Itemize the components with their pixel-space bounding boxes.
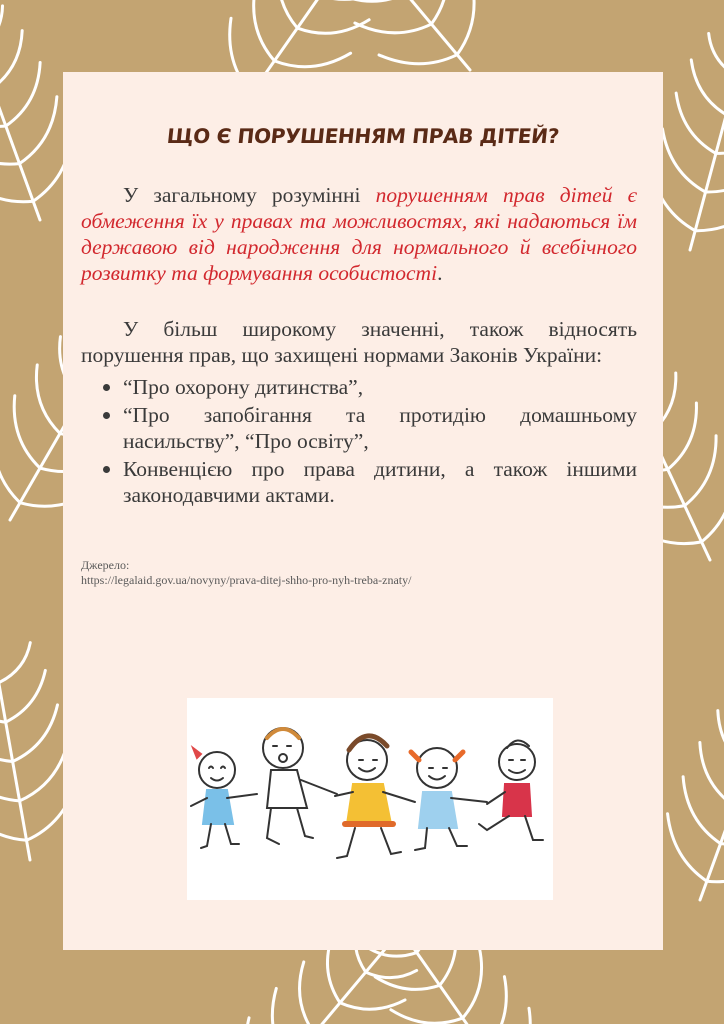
- source-link[interactable]: https://legalaid.gov.ua/novyny/prava-ditej-shho-pro-nyh-treba-znaty/: [81, 573, 412, 587]
- definition-end: .: [437, 261, 443, 285]
- source-label: Джерело:: [81, 558, 130, 572]
- list-item: “Про запобігання та протидію домашньому насильству”, “Про освіту”,: [81, 402, 637, 454]
- definition-paragraph: [81, 182, 637, 286]
- list-item: Конвенцією про права дитини, а також іншими законодавчими актами.: [81, 456, 637, 508]
- children-dancing-illustration: [187, 698, 553, 900]
- list-item: “Про охорону дитинства”,: [81, 374, 637, 400]
- page-title: ЩО Є ПОРУШЕННЯМ ПРАВ ДІТЕЙ?: [165, 124, 561, 148]
- definition-highlight: порушенням прав дітей є обмеження їх у правах та можливостях, які надаються їм державою від народження для нормального й всебічного розвитку та формування особистості: [81, 183, 637, 285]
- source-block: [81, 558, 641, 588]
- laws-list: [81, 374, 637, 510]
- definition-intro: У загальному розумінні: [123, 183, 376, 207]
- content-card: [63, 72, 663, 950]
- laws-paragraph: У більш широкому значенні, також відносять порушення прав, що захищені нормами Законів України:: [81, 317, 637, 367]
